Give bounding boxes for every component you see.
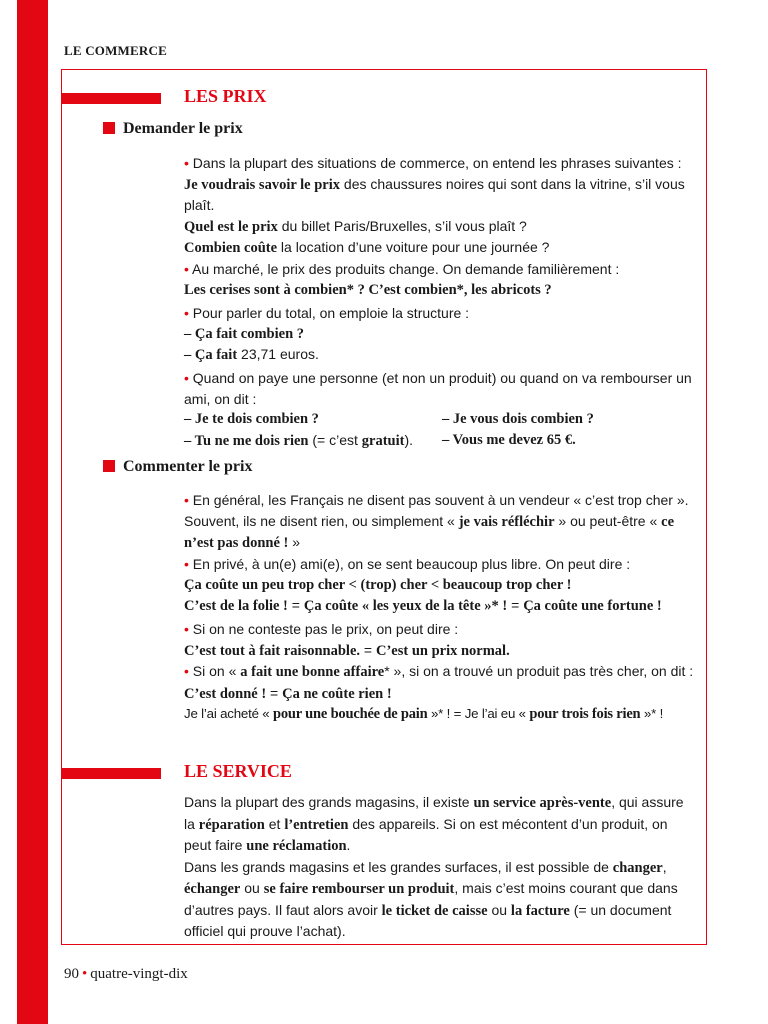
text: ou [240,880,264,896]
bold-phrase: le ticket de caisse [381,902,488,919]
bold-line: Ça coûte un peu trop cher < (trop) cher < beaucoup trop cher ! [184,576,572,593]
page-number-words: quatre-vingt-dix [90,966,188,982]
section-bar-prix [61,93,161,104]
text: »* ! = Je l’ai eu « [427,706,530,721]
text: = [287,597,304,613]
text: ou [487,901,511,918]
bullet-dot-icon: • [184,305,189,321]
bold-phrase: échanger [184,881,241,897]
text: = [507,597,524,613]
text: (= un document officiel qui prouve l’achat). [184,901,672,939]
bullet-dot-icon: • [184,663,189,679]
bold-phrase: – Je vous dois combien ? [442,411,594,427]
bold-phrase: se faire rembourser un produit [263,881,455,897]
text: Dans les grands magasins et les grandes surfaces, il est possible de [184,858,613,875]
text: du billet Paris/Bruxelles, s’il vous plaît ? [277,217,527,234]
bold-phrase: Combien coûte [184,240,278,256]
bold-phrase: C’est donné ! [184,685,267,702]
text: , [662,858,667,875]
paragraph-demander-3 [184,303,696,366]
paragraph-demander-4 [184,368,696,451]
text: , mais c’est moins courant que dans d’autres pays. Il faut alors avoir [184,880,678,918]
bold-phrase: un service après-vente [473,795,612,811]
bold-phrase: la facture [510,902,570,919]
bold-phrase: Quel est le prix [184,218,278,235]
square-bullet-icon [103,460,115,472]
text: . [346,837,351,853]
text: En général, les Français ne disent pas souvent à un vendeur « c’est trop cher ». Souvent, ils ne disent rien, ou simplement « [184,492,689,529]
bold-phrase: gratuit [361,432,405,449]
paragraph-commenter-2 [184,554,696,617]
bullet-dot-icon: • [184,370,189,386]
bold-phrase: – Tu ne me dois rien [184,432,309,449]
paragraph-commenter-3 [184,619,696,661]
section-bar-service [61,768,161,779]
bold-phrase: Ça ne coûte rien ! [282,685,392,702]
text: , qui assure la [184,794,684,832]
bullet-dot-icon: • [184,621,189,637]
bold-phrase: – Je te dois combien ? [184,411,319,427]
page-number: 90 [64,966,79,982]
bold-phrase: je vais réfléchir [458,513,555,530]
text: Dans la plupart des grands magasins, il existe [184,794,474,810]
text: Pour parler du total, on emploie la structure : [192,305,470,321]
text: 23,71 euros. [237,346,319,362]
bold-phrase: changer [612,859,663,876]
bold-phrase: – Ça fait [184,347,238,363]
bold-phrase: a fait une bonne affaire [240,664,385,680]
bullet-dot-icon: • [184,492,189,508]
text: ). [404,431,414,448]
bold-phrase: réparation [198,816,265,833]
text: Si on « [192,663,241,679]
red-spine-bar [17,0,48,1024]
paragraph-demander-1 [184,153,696,259]
bold-phrase: une réclamation [246,838,347,854]
subsection-commenter [103,458,252,476]
bold-phrase: Je voudrais savoir le prix [184,176,341,193]
bold-phrase: C’est tout à fait raisonnable. [184,642,361,659]
paragraph-commenter-4 [184,661,696,725]
bold-phrase: C’est un prix normal. [375,642,510,659]
bold-line: – Ça fait combien ? [184,325,305,342]
subsection-demander [103,120,243,138]
page-footer [64,966,188,983]
bold-phrase: C’est de la folie ! [184,598,288,614]
text: des appareils. Si on est mécontent d’un produit, on peut faire [184,815,668,853]
bold-phrase: pour une bouchée de pain [273,706,428,722]
text: En privé, à un(e) ami(e), on se sent beaucoup plus libre. On peut dire : [192,556,631,572]
bold-phrase: – Vous me devez 65 €. [442,431,576,448]
text: et [264,815,285,832]
paragraph-demander-2 [184,259,696,300]
subsection-title: Commenter le prix [123,458,253,475]
bullet-dot-icon: • [184,556,189,572]
bullet-dot-icon: • [184,261,189,277]
text: (= c’est [308,431,362,448]
text: = [266,684,283,701]
paragraph-service [184,792,684,942]
bullet-dot-icon: • [82,966,88,982]
text: des chaussures noires qui sont dans la vitrine, s’il vous plaît. [184,175,685,213]
subsection-title: Demander le prix [123,120,243,137]
square-bullet-icon [103,122,115,134]
text: Je l’ai acheté « [184,706,273,721]
section-title-service: LE SERVICE [184,761,292,781]
chapter-title: LE COMMERCE [64,43,167,58]
text: la location d’une voiture pour une journée ? [277,239,550,255]
text: » ou peut-être « [554,512,662,529]
bold-phrase: pour trois fois rien [529,706,641,722]
text: » [288,534,301,550]
text: Dans la plupart des situations de commerce, on entend les phrases suivantes : [192,155,682,171]
bold-phrase: Ça coûte « les yeux de la tête »* ! [303,598,508,614]
bold-phrase: Ça coûte une fortune ! [523,598,662,614]
text: »* ! [640,706,664,721]
text: Quand on paye une personne (et non un produit) ou quand on va rembourser un ami, on dit : [184,370,692,407]
text: * », si on a trouvé un produit pas très cher, on dit : [384,663,694,679]
bold-line: Les cerises sont à combien* ? C’est combien*, les abricots ? [184,281,552,298]
bold-phrase: ce n’est pas donné ! [184,513,675,551]
text: = [360,641,376,658]
section-title-prix: LES PRIX [184,86,267,106]
text: Si on ne conteste pas le prix, on peut dire : [192,621,459,637]
bold-phrase: l’entretien [284,816,349,833]
text: Au marché, le prix des produits change. On demande familièrement : [192,261,620,277]
bullet-dot-icon: • [184,155,189,171]
paragraph-commenter-1 [184,490,696,554]
